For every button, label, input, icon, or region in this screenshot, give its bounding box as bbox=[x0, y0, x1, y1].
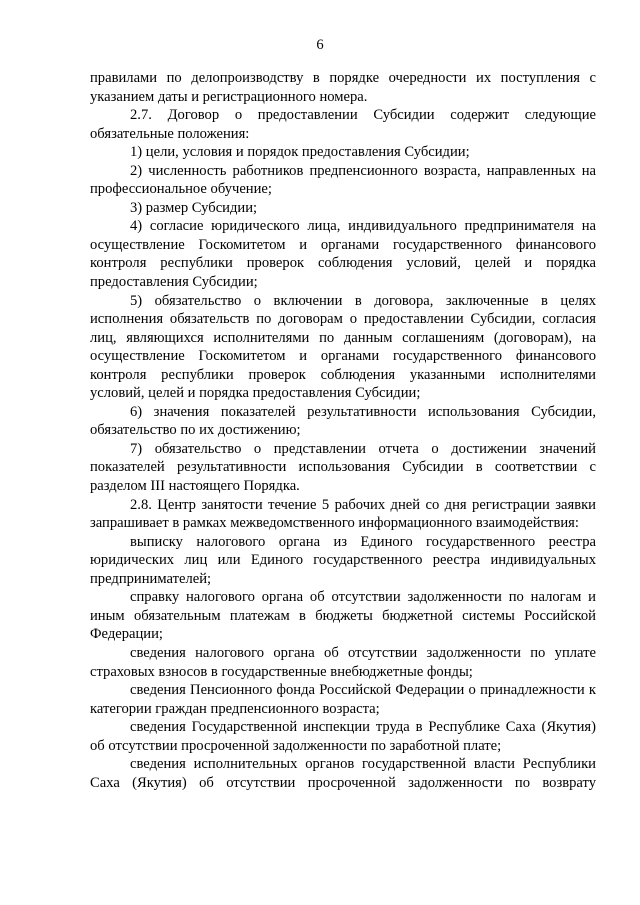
page-number: 6 bbox=[316, 37, 324, 53]
list-item-6: 6) значения показателей результативности использования Субсидии, обязательство по их достижению; bbox=[90, 403, 596, 439]
list-item-5: 5) обязательство о включении в договора, заключенные в целях исполнения обязательств по договорам о предоставлении Субсидии, согласия лиц, являющихся исполнителями по данным соглашениям (договорам), на осуществление Госкомитетом и органами государственного финансового контроля республики проверок соблюдения указанными исполнителями условий, целей и порядка предоставления Субсидии; bbox=[90, 292, 596, 402]
list-item-2: 2) численность работников предпенсионного возраста, направленных на профессиональное обучение; bbox=[90, 162, 596, 198]
request-item-labor-inspection: сведения Государственной инспекции труда в Республике Саха (Якутия) об отсутствии просроченной задолженности по заработной плате; bbox=[90, 719, 596, 754]
request-item-egrul-extract: выписку налогового органа из Единого государственного реестра юридических лиц или Единого государственного реестра индивидуальных предпринимателей; bbox=[90, 533, 596, 587]
list-item-4: 4) согласие юридического лица, индивидуального предпринимателя на осуществление Госкомитетом и органами государственного финансового контроля республики проверок соблюдения условий, целей и порядка предоставления Субсидии; bbox=[90, 218, 596, 291]
document-body bbox=[90, 69, 596, 792]
request-item-tax-debt-certificate: справку налогового органа об отсутствии задолженности по налогам и иным обязательным платежам в бюджеты бюджетной системы Российской Федерации; bbox=[90, 589, 596, 643]
paragraph-2-7: 2.7. Договор о предоставлении Субсидии содержит следующие обязательные положения: bbox=[90, 107, 596, 142]
request-item-executive-bodies: сведения исполнительных органов государственной власти Республики Саха (Якутия) об отсутствии просроченной задолженности по возврату bbox=[90, 756, 596, 791]
request-item-pension-fund: сведения Пенсионного фонда Российской Федерации о принадлежности к категории граждан предпенсионного возраста; bbox=[90, 682, 596, 717]
request-item-insurance-contributions: сведения налогового органа об отсутствии задолженности по уплате страховых взносов в государственные внебюджетные фонды; bbox=[90, 644, 596, 680]
list-item-1: 1) цели, условия и порядок предоставления Субсидии; bbox=[130, 144, 470, 161]
paragraph-2-8: 2.8. Центр занятости течение 5 рабочих дней со дня регистрации заявки запрашивает в рамках межведомственного информационного взаимодействия: bbox=[90, 496, 596, 532]
list-item-3: 3) размер Субсидии; bbox=[130, 199, 258, 216]
paragraph-continuation: правилами по делопроизводству в порядке очередности их поступления с указанием даты и регистрационного номера. bbox=[90, 70, 596, 105]
list-item-7: 7) обязательство о представлении отчета о достижении значений показателей результативности использования Субсидии в соответствии с разделом III настоящего Порядка. bbox=[90, 440, 596, 495]
